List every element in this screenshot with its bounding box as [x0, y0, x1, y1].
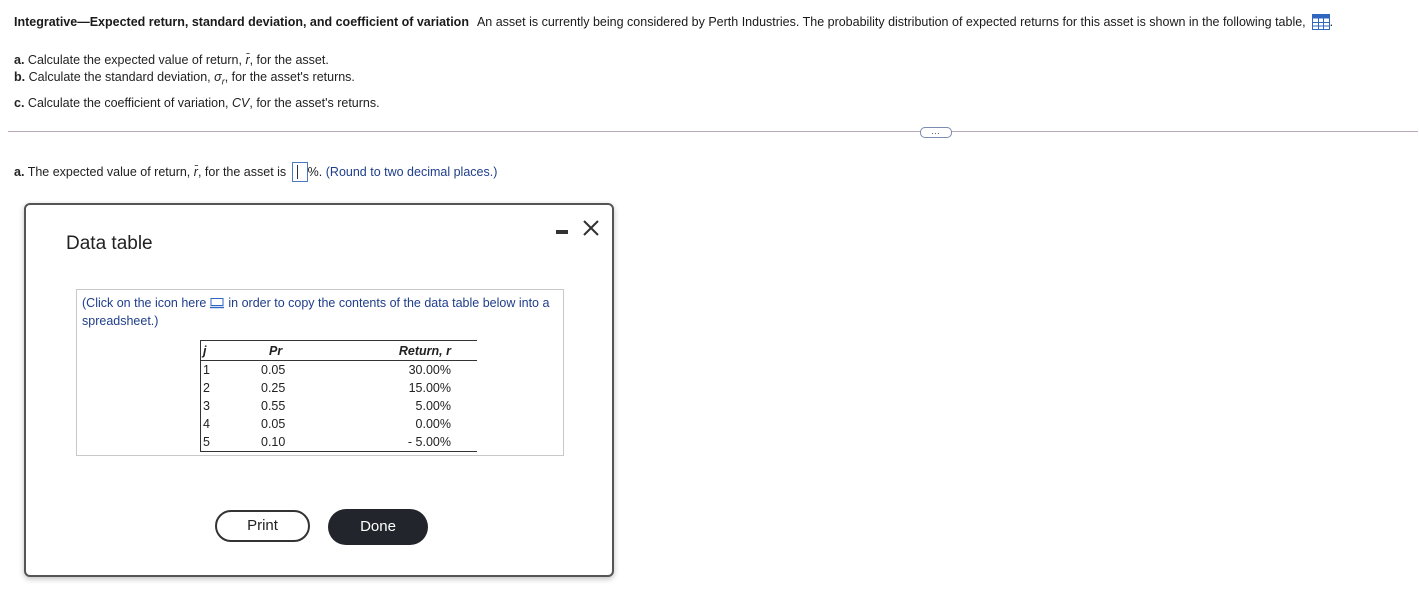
rounding-hint: (Round to two decimal places.): [325, 165, 498, 179]
print-button[interactable]: Print: [215, 510, 310, 542]
close-icon[interactable]: [580, 217, 602, 239]
minimize-icon[interactable]: [556, 230, 568, 234]
data-table-dialog: [24, 203, 614, 577]
column-header-pr: Pr: [261, 341, 327, 361]
copy-to-spreadsheet-icon[interactable]: [210, 297, 224, 313]
question-title: Integrative—Expected return, standard deviation, and coefficient of variation: [14, 15, 469, 29]
question-parts: [14, 52, 380, 112]
table-row: 1 0.05 30.00%: [201, 361, 478, 380]
data-table-icon[interactable]: [1312, 14, 1330, 33]
table-row: 3 0.55 5.00%: [201, 397, 478, 415]
question-header: [14, 14, 1409, 33]
returns-table: [200, 340, 477, 452]
question-intro-end: .: [1329, 15, 1334, 29]
table-row: 2 0.25 15.00%: [201, 379, 478, 397]
copy-instructions: (Click on the icon here in order to copy the contents of the data table below into a spreadsheet.): [82, 296, 550, 328]
column-header-j: j: [201, 341, 262, 361]
dialog-title: Data table: [66, 233, 153, 254]
answer-line: a. The expected value of return, r̄, for the asset is %. (Round to two decimal places.): [14, 162, 497, 182]
text-caret: [297, 165, 298, 179]
expected-return-input[interactable]: [292, 162, 308, 182]
part-c: c. Calculate the coefficient of variation, CV, for the asset's returns.: [14, 95, 380, 110]
part-b: b. Calculate the standard deviation, $\sigma_r$, for the asset's returns.: [14, 70, 355, 87]
table-row: 5 0.10 - 5.00%: [201, 433, 478, 452]
section-divider: [8, 131, 1418, 132]
done-button[interactable]: Done: [328, 509, 428, 545]
column-header-return: Return, r: [327, 341, 477, 361]
more-options-button[interactable]: …: [920, 127, 952, 138]
part-a: a. Calculate the expected value of return, r̄, for the asset.: [14, 53, 329, 67]
table-row: 4 0.05 0.00%: [201, 415, 478, 433]
question-intro: An asset is currently being considered by Perth Industries. The probability distribution of expected returns for this asset is shown in the following table,: [476, 15, 1306, 29]
data-table-panel: [76, 289, 564, 456]
